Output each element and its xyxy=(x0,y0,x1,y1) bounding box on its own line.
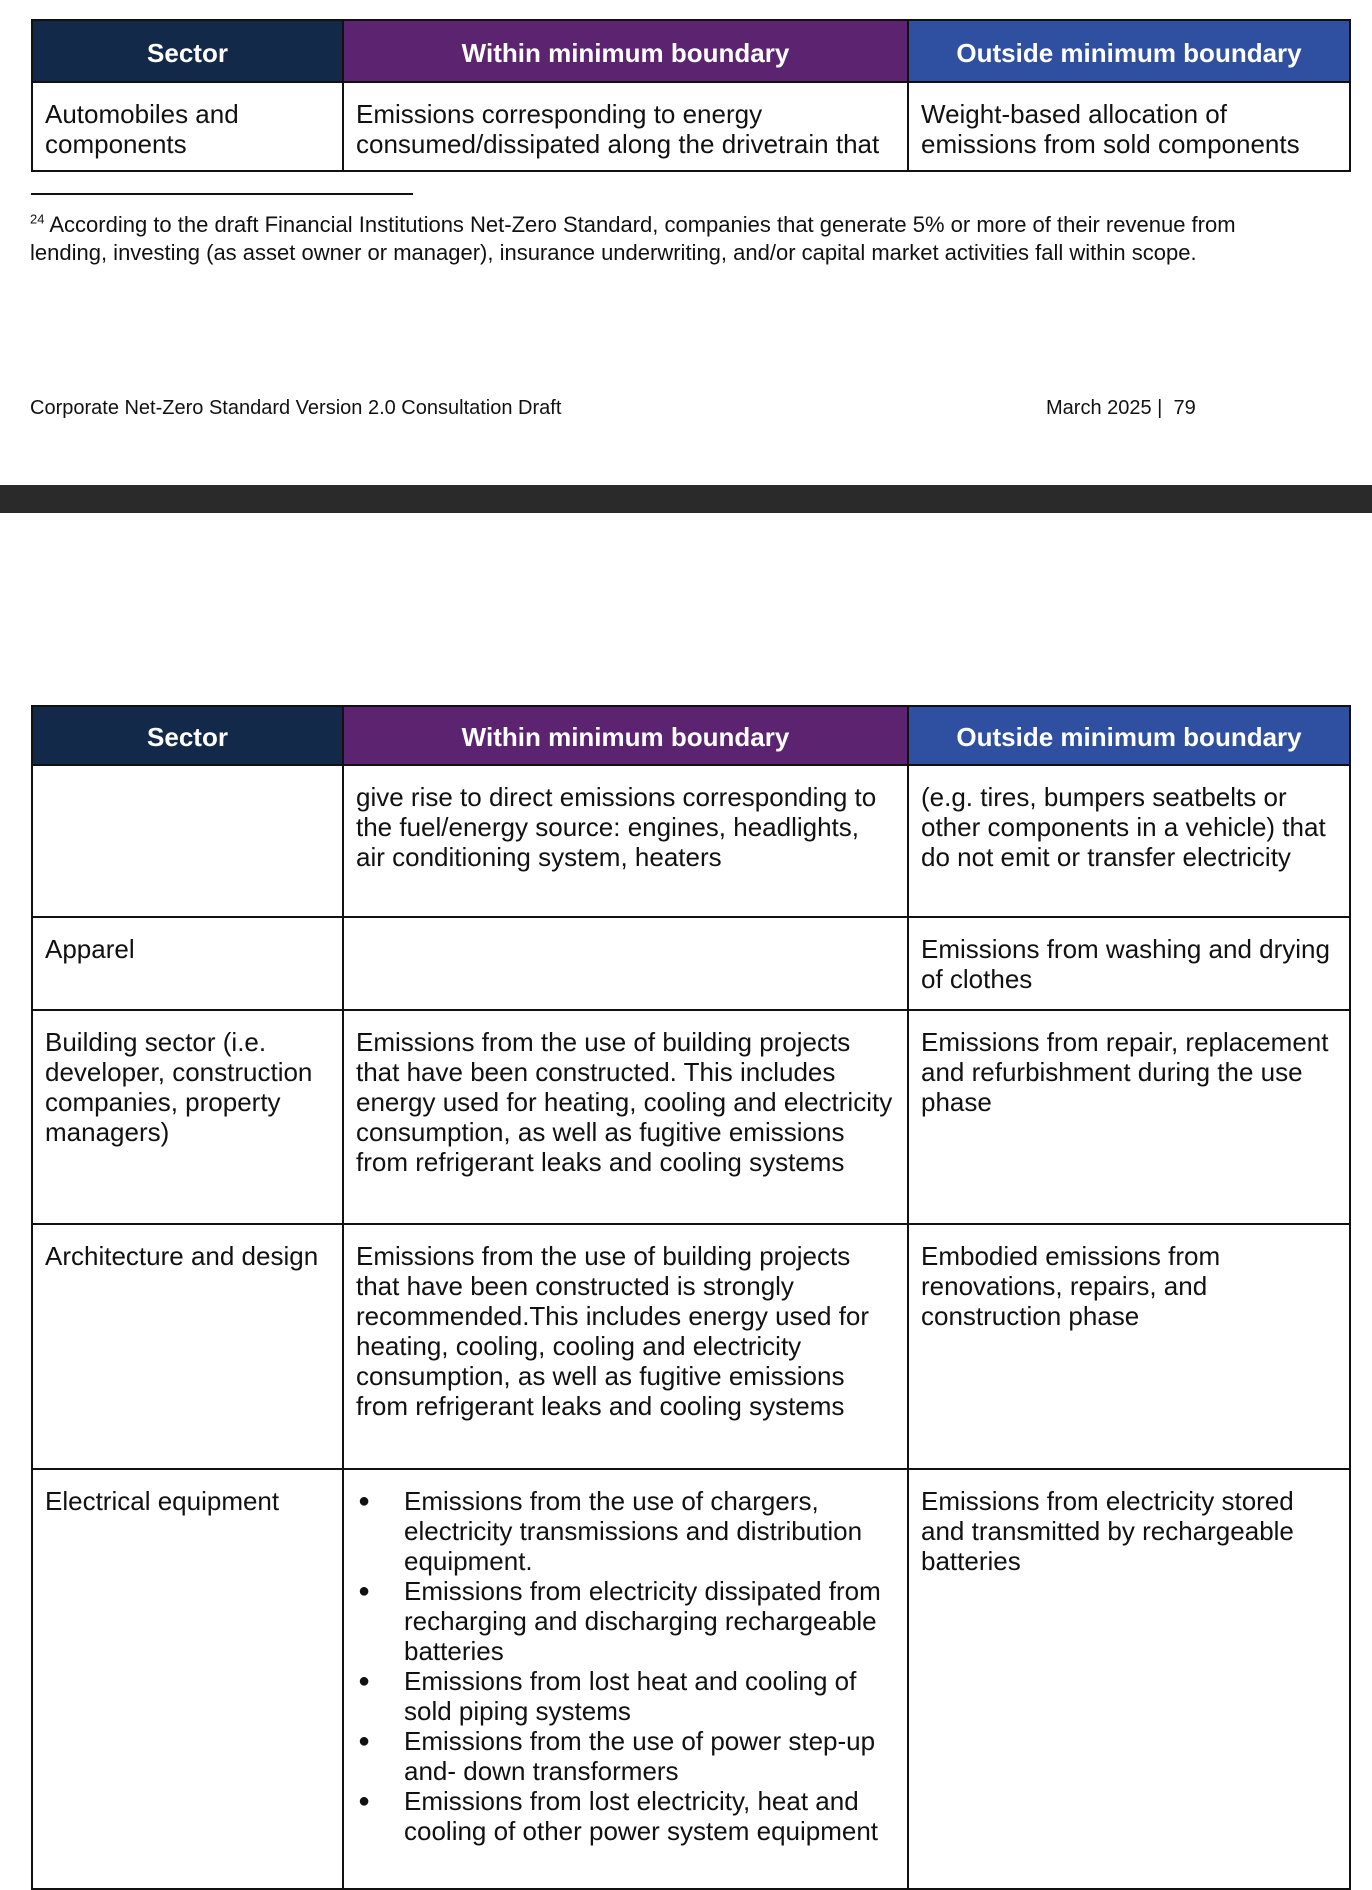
bullet-list xyxy=(356,1486,895,1846)
document-page-80 xyxy=(0,513,1372,1870)
table-row xyxy=(32,1224,1350,1469)
cell-sector xyxy=(32,765,343,917)
cell-sector: Electrical equipment xyxy=(32,1469,343,1889)
list-item: ● Emissions from the use of chargers, electricity transmissions and distribution equipment. xyxy=(404,1486,895,1576)
list-item: ● Emissions from electricity dissipated from recharging and discharging rechargeable batteries xyxy=(404,1576,895,1666)
cell-outside: Embodied emissions from renovations, repairs, and construction phase xyxy=(908,1224,1350,1469)
cell-within: Emissions from the use of building projects that have been constructed. This includes energy used for heating, cooling and electricity consumption, as well as fugitive emissions from refrigerant leaks and cooling systems xyxy=(343,1010,908,1224)
cell-sector: Building sector (i.e. developer, construction companies, property managers) xyxy=(32,1010,343,1224)
footnote-divider xyxy=(31,193,413,195)
list-item: ● Emissions from the use of power step-up and- down transformers xyxy=(404,1726,895,1786)
table-row xyxy=(32,1469,1350,1889)
header-sector: Sector xyxy=(32,706,343,765)
cell-within xyxy=(343,917,908,1010)
page-separator xyxy=(0,485,1372,513)
cell-outside: (e.g. tires, bumpers seatbelts or other components in a vehicle) that do not emit or transfer electricity xyxy=(908,765,1350,917)
boundary-table-page-80 xyxy=(31,705,1351,1890)
header-within-boundary: Within minimum boundary xyxy=(343,20,908,82)
table-row xyxy=(32,917,1350,1010)
cell-within: give rise to direct emissions corresponding to the fuel/energy source: engines, headlights, air conditioning system, heaters xyxy=(343,765,908,917)
document-page-79 xyxy=(0,0,1372,485)
footnote-number: 24 xyxy=(30,211,45,227)
cell-outside: Emissions from electricity stored and transmitted by rechargeable batteries xyxy=(908,1469,1350,1889)
cell-sector: Architecture and design xyxy=(32,1224,343,1469)
boundary-table-page-79 xyxy=(31,19,1351,172)
cell-outside: Emissions from washing and drying of clothes xyxy=(908,917,1350,1010)
footer-date-page: March 2025 | 79 xyxy=(1046,397,1196,419)
header-outside-boundary: Outside minimum boundary xyxy=(908,706,1350,765)
footnote-text: According to the draft Financial Institutions Net-Zero Standard, companies that generate 5% or more of their revenue from lending, investing (as asset owner or manager), insurance underwriting, and/or capital market activities fall within scope. xyxy=(30,212,1236,265)
header-within-boundary: Within minimum boundary xyxy=(343,706,908,765)
cell-within xyxy=(343,1469,908,1889)
header-outside-boundary: Outside minimum boundary xyxy=(908,20,1350,82)
header-sector: Sector xyxy=(32,20,343,82)
table-row xyxy=(32,1010,1350,1224)
footnote xyxy=(30,211,1250,267)
cell-outside: Emissions from repair, replacement and refurbishment during the use phase xyxy=(908,1010,1350,1224)
cell-sector: Automobiles and components xyxy=(32,82,343,171)
list-item: ● Emissions from lost heat and cooling of sold piping systems xyxy=(404,1666,895,1726)
cell-within: Emissions from the use of building projects that have been constructed is strongly recommended.This includes energy used for heating, cooling, cooling and electricity consumption, as well as fugitive emissions from refrigerant leaks and cooling systems xyxy=(343,1224,908,1469)
table-row xyxy=(32,765,1350,917)
cell-within: Emissions corresponding to energy consumed/dissipated along the drivetrain that xyxy=(343,82,908,171)
cell-outside: Weight-based allocation of emissions from sold components xyxy=(908,82,1350,171)
cell-sector: Apparel xyxy=(32,917,343,1010)
list-item: ● Emissions from lost electricity, heat and cooling of other power system equipment xyxy=(404,1786,895,1846)
table-row xyxy=(32,82,1350,171)
footer-document-title: Corporate Net-Zero Standard Version 2.0 Consultation Draft xyxy=(30,397,562,419)
